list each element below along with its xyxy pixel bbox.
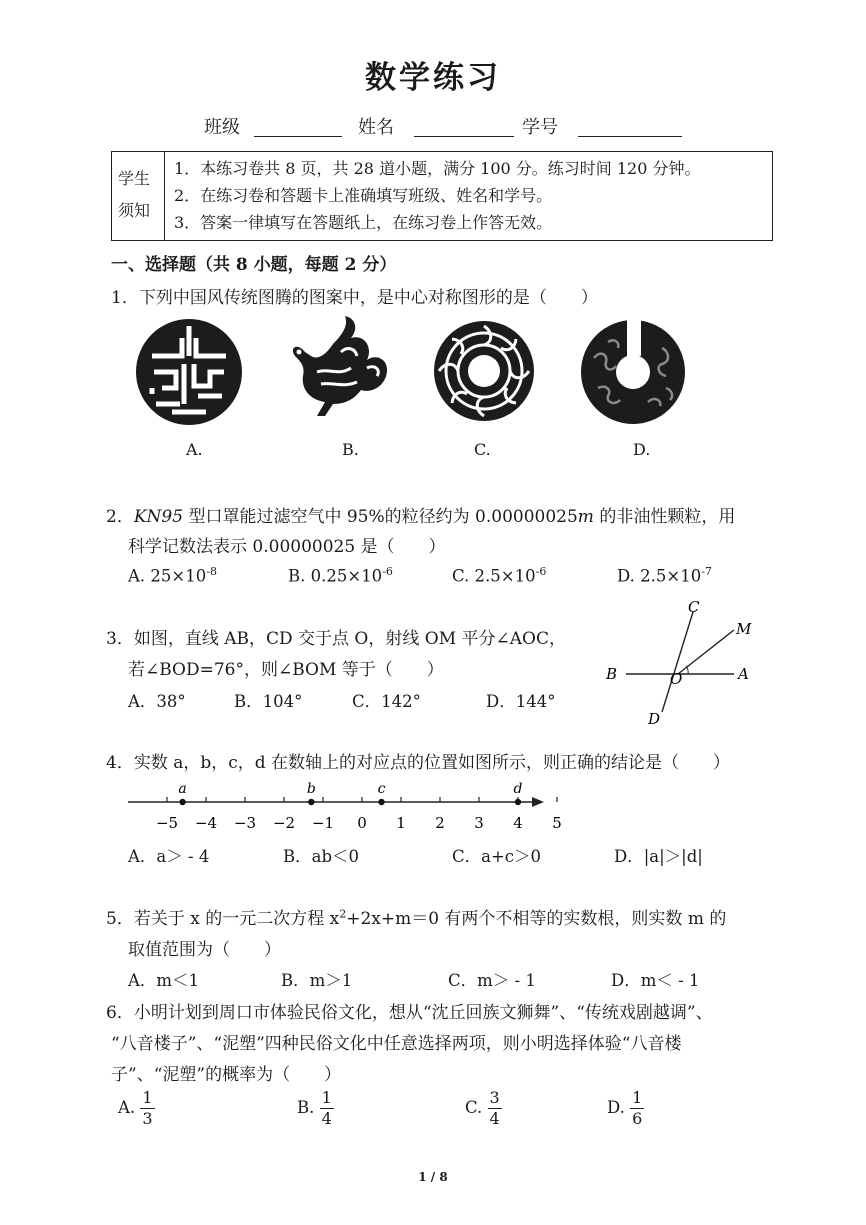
tick-label: 3 [474,814,484,832]
notice-line-2: 2．在练习卷和答题卡上准确填写班级、姓名和学号。 [174,186,553,205]
q6-option-d[interactable] [607,1088,644,1129]
q5-part-a: 5．若关于 x 的一元二次方程 x [106,909,340,929]
label-a: A [738,665,749,683]
notice-head-bottom: 须知 [118,201,151,220]
q5-option-a[interactable]: A．m＜1 [128,971,200,990]
q2-option-c[interactable] [452,565,546,586]
q2-option-c-base: 2.5×10 [474,566,536,586]
q6-option-c[interactable] [465,1088,502,1129]
q6-option-a-label: A. [118,1098,136,1117]
q6-option-d-den: 6 [632,1109,643,1128]
point-label-d: d [513,781,523,797]
q5-option-b[interactable]: B．m＞1 [281,971,353,990]
q2-option-d-base: 2.5×10 [640,566,702,586]
q2-option-a[interactable] [128,565,217,586]
q6-stem-line2: “八音楼子”、“泥塑”四种民俗文化中任意选择两项，则小明选择体验“八音楼 [111,1034,682,1054]
number-line-arrow [532,797,544,807]
q6-option-d-num: 1 [632,1088,643,1107]
q2-unit: m [577,507,594,527]
emblem-d-label: D. [633,440,651,459]
q2-option-a-exp: -8 [206,565,217,578]
q6-stem-line1: 6．小明计划到周口市体验民俗文化，想从“沈丘回族文狮舞”、“传统戏剧越调”、 [106,1003,713,1023]
q4-number-line [120,776,562,836]
emblem-c-label: C. [474,440,491,459]
q6-option-b-fraction [320,1088,334,1129]
q6-option-b-den: 4 [321,1109,332,1128]
line-cd [662,612,693,712]
emblem-c-image [431,318,537,424]
q2-option-c-exp: -6 [535,565,547,578]
q6-option-c-num: 3 [489,1088,500,1107]
q4-option-b[interactable]: B．ab＜0 [283,847,360,866]
q2-option-d-exp: -7 [701,565,712,578]
emblem-a-image [132,316,246,428]
q2-option-c-label: C. [452,566,470,586]
label-o: O [670,670,683,688]
point-label-c: c [377,781,386,797]
q4-option-d[interactable]: D．|a|＞|d| [614,847,703,866]
q2-option-d-label: D. [617,566,635,586]
q6-option-a[interactable] [118,1088,155,1129]
tick-label: 2 [435,814,445,832]
q3-option-b[interactable]: B．104° [234,692,303,711]
page-title: 数学练习 [365,60,501,96]
point-a [179,799,185,805]
q5-option-c[interactable]: C．m＞ - 1 [448,971,536,990]
angle-arc [686,666,688,674]
q5-exponent: 2 [339,907,347,921]
tick-label: 5 [552,814,562,832]
q2-prefix: 2． [106,507,134,527]
point-d [515,799,521,805]
tick-label: −3 [233,814,257,832]
name-field [358,113,514,139]
point-b [308,799,314,805]
q6-option-b-num: 1 [321,1088,332,1107]
label-b: B [606,665,618,683]
emblem-a-label: A. [186,440,203,459]
q6-stem-line3: 子”、“泥塑”的概率为（ ） [111,1065,342,1085]
emblem-b-image [277,312,395,430]
tick-label: −1 [311,814,335,832]
q3-option-a[interactable]: A．38° [128,692,186,711]
name-label: 姓名 [358,117,394,138]
point-label-b: b [306,781,316,797]
q6-option-c-den: 4 [489,1109,500,1128]
emblem-b-label: B. [342,440,359,459]
class-field [204,113,342,139]
q2-option-a-base: 25×10 [150,566,207,586]
q3-option-c[interactable]: C．142° [352,692,421,711]
q3-stem-line2: 若∠BOD=76°，则∠BOM 等于（ ） [128,660,444,680]
q6-option-d-fraction [630,1088,644,1129]
q2-kn95: KN95 [133,507,184,527]
q5-stem-line1 [106,904,726,929]
id-field [522,113,682,139]
tick-label: 4 [513,814,523,832]
q4-option-c[interactable]: C．a+c＞0 [452,847,542,866]
id-label: 学号 [522,117,558,138]
q2-stem-line2: 科学记数法表示 0.00000025 是（ ） [128,537,446,557]
q2-option-b-label: B. [288,566,306,586]
tick-label: −5 [155,814,179,832]
q5-stem-line2: 取值范围为（ ） [128,940,281,960]
q2-option-d[interactable] [617,565,712,586]
q6-option-a-den: 3 [142,1109,153,1128]
q6-option-c-fraction [488,1088,502,1129]
q4-stem: 4．实数 a，b，c，d 在数轴上的对应点的位置如图所示，则正确的结论是（ ） [106,753,731,773]
q5-part-b: +2x+m＝0 有两个不相等的实数根，则实数 m 的 [346,909,727,929]
notice-line-1: 1．本练习卷共 8 页，共 28 道小题，满分 100 分。练习时间 120 分钟。 [174,159,701,178]
label-c: C [688,598,700,616]
q2-end: 的非油性颗粒，用 [593,507,736,527]
name-blank[interactable] [414,118,514,137]
q3-stem-line1: 3．如图，直线 AB，CD 交于点 O，射线 OM 平分∠AOC， [106,629,566,649]
point-c [378,799,384,805]
tick-label: 0 [357,814,367,832]
page-number: 1 / 8 [418,1170,448,1184]
q3-option-d[interactable]: D．144° [486,692,556,711]
id-blank[interactable] [578,118,682,137]
notice-line-3: 3．答案一律填写在答题纸上，在练习卷上作答无效。 [174,213,553,232]
emblem-d-image [578,318,688,426]
class-blank[interactable] [254,118,342,137]
q4-option-a[interactable]: A．a＞ - 4 [128,847,210,866]
q6-option-a-fraction [140,1088,154,1129]
q2-option-a-label: A. [128,566,146,586]
q6-option-c-label: C. [465,1098,483,1117]
q6-option-d-label: D. [607,1098,625,1117]
tick-label: −4 [194,814,218,832]
q2-mid: 型口罩能过滤空气中 95%的粒径约为 0.00000025 [183,507,578,527]
q6-option-b-label: B. [297,1098,315,1117]
notice-box [111,151,773,241]
notice-head [112,152,165,240]
tick-label: −2 [272,814,296,832]
class-label: 班级 [204,117,240,138]
q5-option-d[interactable]: D．m＜ - 1 [611,971,700,990]
notice-lines [174,155,701,236]
q2-option-b-base: 0.25×10 [310,566,383,586]
label-m: M [736,620,752,638]
q3-angle-figure [596,596,772,732]
q2-option-b[interactable] [288,565,393,586]
q2-stem-line1 [106,502,735,527]
q2-option-b-exp: -6 [382,565,393,578]
q6-option-b[interactable] [297,1088,334,1129]
label-d: D [648,710,661,728]
q1-stem: 1．下列中国风传统图腾的图案中，是中心对称图形的是（ ） [111,288,598,308]
q6-option-a-num: 1 [142,1088,153,1107]
notice-head-top: 学生 [118,169,151,188]
tick-label: 1 [396,814,406,832]
section-heading: 一、选择题（共 8 小题，每题 2 分） [111,255,397,275]
point-label-a: a [178,781,187,797]
